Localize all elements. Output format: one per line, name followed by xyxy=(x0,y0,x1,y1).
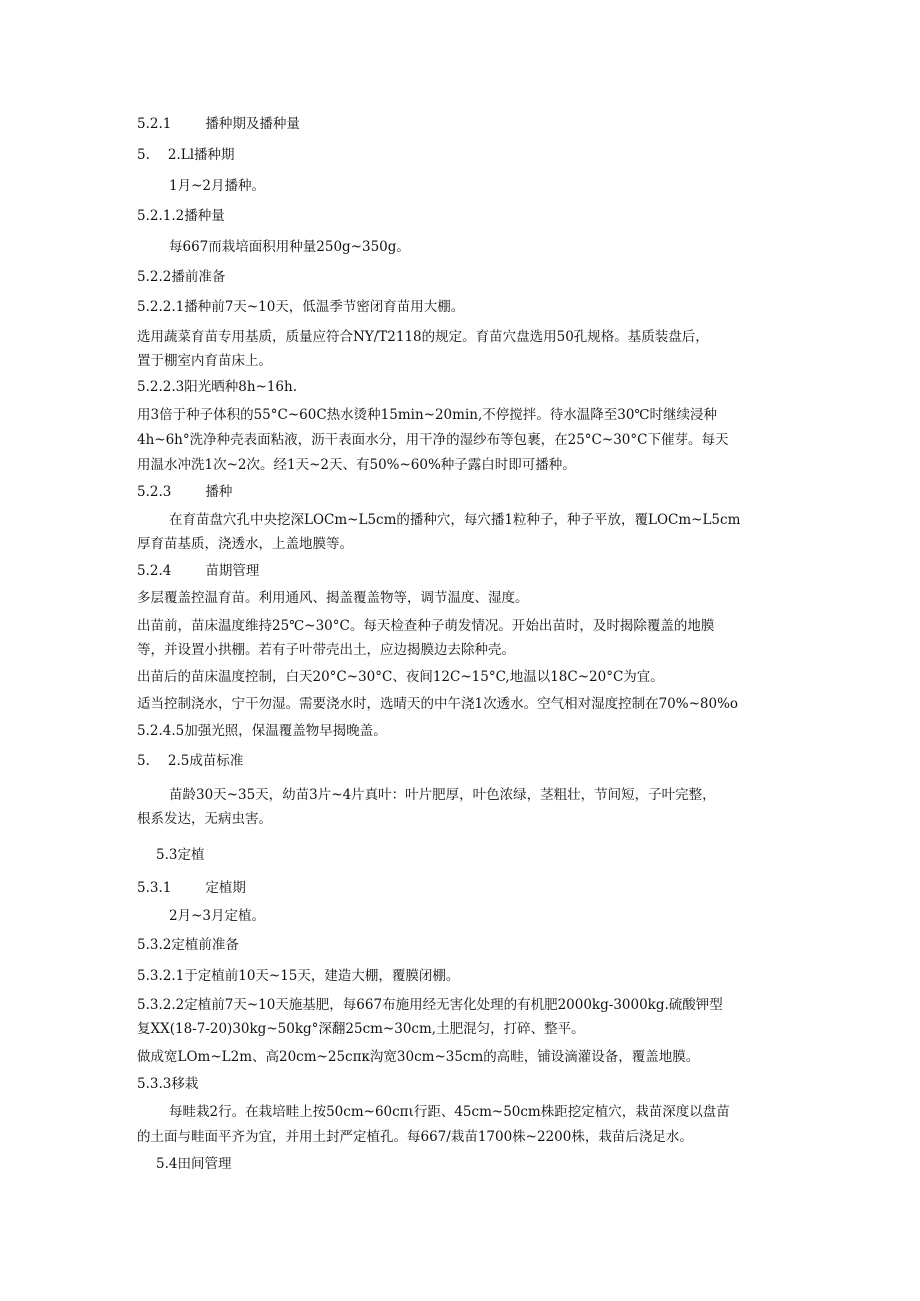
paragraph-line: 置于棚室内育苗床上。 xyxy=(137,353,272,369)
paragraph-line: 根系发达，无病虫害。 xyxy=(137,811,272,827)
paragraph-line: 5.2.4.5加强光照，保温覆盖物早揭晚盖。 xyxy=(137,723,387,739)
paragraph-line: 做成宽LOm~L2m、高20cm~25cπκ沟宽30cm~35cm的高畦，铺设滴灌设备，覆盖地膜。 xyxy=(137,1049,700,1065)
section-heading: 5.3.3移栽 xyxy=(137,1076,199,1092)
paragraph-line: 5.3.2.2定植前7天~10天施基肥，每667布施用经无害化处理的有机肥2000kg-3000kg.硫酸钾型 xyxy=(137,997,723,1013)
paragraph-line: 多层覆盖控温育苗。利用通风、揭盖覆盖物等，调节温度、湿度。 xyxy=(137,590,529,606)
paragraph-line: 厚育苗基质，浇透水，上盖地膜等。 xyxy=(137,536,353,552)
section-heading: 5.3定植 xyxy=(156,847,205,863)
paragraph-line: 在育苗盘穴孔中央挖深LOCm~L5cm的播种穴，每穴播1粒种子，种子平放，覆LOCm~L5cm xyxy=(169,512,741,528)
paragraph-line: 苗龄30天~35天，幼苗3片~4片真叶：叶片肥厚，叶色浓绿，茎粗壮，节间短，子叶完整， xyxy=(169,787,716,803)
section-heading: 5. 2.Ll播种期 xyxy=(137,147,235,163)
section-heading: 5.4田间管理 xyxy=(156,1156,232,1172)
paragraph-line: 5.2.2.1播种前7天~10天，低温季节密闭育苗用大棚。 xyxy=(137,299,465,315)
paragraph-line: 用温水冲洗1次~2次。经1天~2天、有50%~60%种子露白时即可播种。 xyxy=(137,457,576,473)
section-heading: 5.3.1 定植期 xyxy=(137,880,246,896)
section-heading: 5.2.1.2播种量 xyxy=(137,208,225,224)
paragraph-line: 5.3.2.1于定植前10天~15天，建造大棚，覆膜闭棚。 xyxy=(137,968,460,984)
paragraph-line: 选用蔬菜育苗专用基质，质量应符合NY/T2118的规定。育苗穴盘选用50孔规格。基质装盘后， xyxy=(137,329,709,345)
paragraph-line: 每667而栽培面积用种量250g~350g。 xyxy=(169,239,410,255)
paragraph-line: 用3倍于种子体积的55°C~60C热水烫种15min~20min,不停搅拌。待水温降至30℃时继续浸种 xyxy=(137,407,718,423)
paragraph-line: 复XX(18-7-20)30kg~50kg°深翻25cm~30cm,土肥混匀，打碎、整平。 xyxy=(137,1021,585,1037)
paragraph-line: 4h~6h°洗净种壳表面粘液，沥干表面水分，用干净的湿纱布等包裹，在25°C~30°C下催芽。每天 xyxy=(137,432,729,448)
section-heading: 5.2.1 播种期及播种量 xyxy=(137,116,300,132)
section-heading: 5.2.2.3阳光晒种8h~16h. xyxy=(137,379,297,395)
paragraph-line: 1月~2月播种。 xyxy=(169,178,265,194)
paragraph-line: 适当控制浇水，宁干勿湿。需要浇水时，选晴天的中午浇1次透水。空气相对湿度控制在70%~80%o xyxy=(137,696,739,712)
section-heading: 5.2.4 苗期管理 xyxy=(137,563,260,579)
paragraph-line: 出苗后的苗床温度控制，白天20°C~30°C、夜间12C~15°C,地温以18C~20°C为宜。 xyxy=(137,669,664,685)
paragraph-line: 等，并设置小拱棚。若有子叶带壳出土，应边揭膜边去除种壳。 xyxy=(137,642,515,658)
section-heading: 5.2.3 播种 xyxy=(137,484,233,500)
paragraph-line: 每畦栽2行。在栽培畦上按50cm~60cπι行距、45cm~50cm株距挖定植穴，栽苗深度以盘苗 xyxy=(169,1104,730,1120)
paragraph-line: 出苗前，苗床温度维持25℃~30°C。每天检查种子萌发情况。开始出苗时，及时揭除覆盖的地膜 xyxy=(137,618,715,634)
section-heading: 5.3.2定植前准备 xyxy=(137,937,239,953)
paragraph-line: 的土面与畦面平齐为宜，并用土封严定植孔。每667/栽苗1700株~2200株，栽苗后浇足水。 xyxy=(137,1129,693,1145)
section-heading: 5. 2.5成苗标准 xyxy=(137,753,244,769)
section-heading: 5.2.2播前准备 xyxy=(137,269,226,285)
paragraph-line: 2月~3月定植。 xyxy=(169,908,265,924)
